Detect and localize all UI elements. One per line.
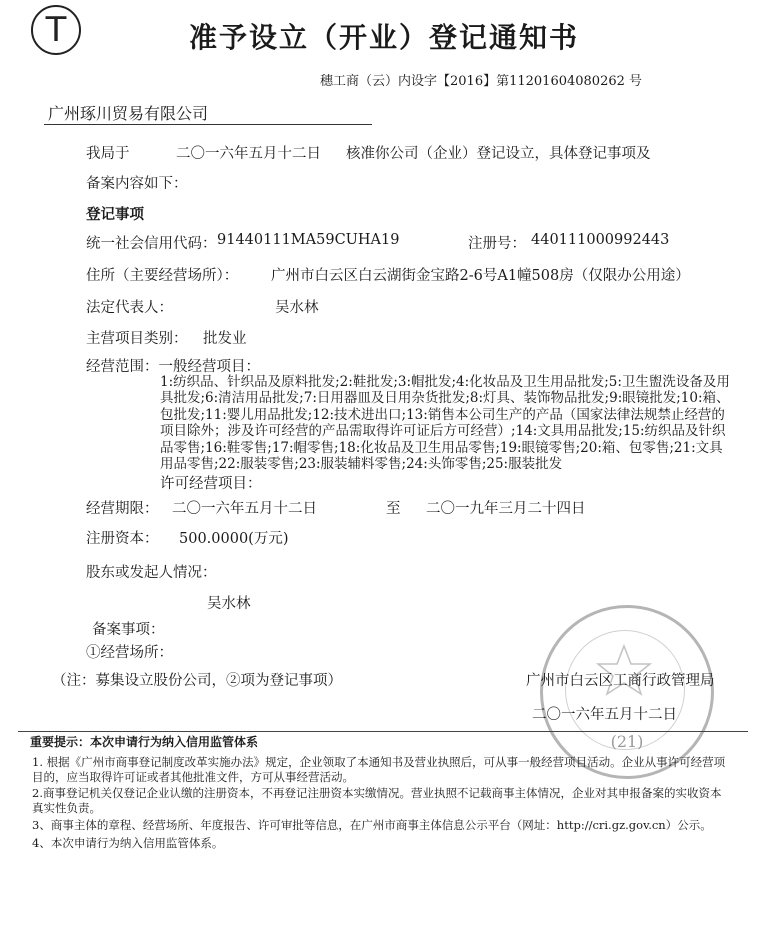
issue-date: 二〇一六年五月十二日 bbox=[532, 707, 677, 723]
filing-note: （注：募集设立股份公司，②项为登记事项） bbox=[52, 673, 342, 689]
capital: 500.0000(万元) bbox=[179, 531, 289, 547]
credit-code: 91440111MA59CUHA19 bbox=[217, 232, 400, 248]
intro-line2: 备案内容如下： bbox=[86, 176, 188, 192]
capital-label: 注册资本： bbox=[86, 531, 159, 547]
notice-item-3: 3、商事主体的章程、经营场所、年度报告、许可审批等信息，在广州市商事主体信息公示平台（网址：http://cri.gz.gov.cn）公示。 bbox=[32, 818, 712, 832]
main-category: 批发业 bbox=[203, 331, 247, 347]
intro-prefix: 我局于 bbox=[86, 146, 130, 162]
business-scope: 1:纺织品、针织品及原料批发;2:鞋批发;3:帽批发;4:化妆品及卫生用品批发;5:卫生盥洗设备及用具批发;6:清洁用品批发;7:日用器皿及日用杂货批发;8:灯具、装饰物品批发;9:眼镜批发;10:箱、包批发;11:婴儿用品批发;12:技术进出口;13:销售本公司生产的产品（国家法律法规禁止经营的项目除外；涉及许可经营的产品需取得许可证后方可经营）;14:文具用品批发;15:纺织品及针织品零售;16:鞋零售;17:帽零售;18:化妆品及卫生用品零售;19:眼镜零售;20:箱、包零售;21:文具用品零售;22:服装零售;23:服装辅料零售;24:头饰零售;25:服装批发 bbox=[160, 374, 730, 473]
licensed-label: 许可经营项目： bbox=[160, 476, 262, 492]
main-category-label: 主营项目类别： bbox=[86, 331, 188, 347]
issuer-name: 广州市白云区工商行政管理局 bbox=[526, 673, 715, 689]
section-title: 登记事项 bbox=[86, 206, 144, 223]
t-logo-icon: T bbox=[31, 5, 81, 55]
reg-no: 440111000992443 bbox=[531, 232, 670, 248]
document-number: 穗工商（云）内设字【2016】第11201604080262 号 bbox=[320, 74, 643, 89]
scope-label: 经营范围：一般经营项目： bbox=[86, 359, 260, 375]
document-title: 准予设立（开业）登记通知书 bbox=[188, 21, 579, 54]
intro-suffix: 核准你公司（企业）登记设立，具体登记事项及 bbox=[346, 146, 651, 162]
notice-item-4: 4、本次申请行为纳入信用监管体系。 bbox=[32, 836, 224, 850]
legal-rep-label: 法定代表人： bbox=[86, 300, 173, 316]
legal-rep: 吴水林 bbox=[275, 300, 319, 316]
notice-divider bbox=[18, 731, 748, 732]
term-label: 经营期限： bbox=[86, 501, 159, 517]
seal-number: (21) bbox=[610, 732, 644, 751]
term-to: 至 bbox=[386, 501, 401, 517]
term-end: 二〇一九年三月二十四日 bbox=[426, 501, 586, 517]
reg-no-label: 注册号： bbox=[468, 236, 526, 252]
credit-code-label: 统一社会信用代码： bbox=[86, 236, 217, 252]
address: 广州市白云区白云湖街金宝路2-6号A1幢508房（仅限办公用途） bbox=[271, 268, 690, 284]
address-label: 住所（主要经营场所）： bbox=[86, 268, 239, 284]
notice-title: 重要提示：本次申请行为纳入信用监管体系 bbox=[30, 735, 259, 749]
official-seal-icon bbox=[540, 605, 714, 779]
company-underline bbox=[44, 124, 372, 125]
notice-item-2: 2.商事登记机关仅登记企业认缴的注册资本，不再登记注册资本实缴情况。营业执照不记载商事主体情况，企业对其申报备案的实收资本真实性负责。 bbox=[32, 786, 722, 815]
shareholder-name: 吴水林 bbox=[207, 596, 251, 612]
notice-item-1: 1. 根据《广州市商事登记制度改革实施办法》规定，企业领取了本通知书及营业执照后，可从事一般经营项目活动。企业从事许可经营项目的，应当取得许可证或者其他批准文件，方可从事经营活动。 bbox=[32, 755, 726, 784]
approval-date: 二〇一六年五月十二日 bbox=[176, 146, 321, 162]
company-name: 广州琢川贸易有限公司 bbox=[48, 104, 209, 123]
term-start: 二〇一六年五月十二日 bbox=[172, 501, 317, 517]
filing-item: ①经营场所： bbox=[86, 645, 173, 661]
shareholders-label: 股东或发起人情况： bbox=[86, 565, 217, 581]
filing-label: 备案事项： bbox=[92, 622, 165, 638]
